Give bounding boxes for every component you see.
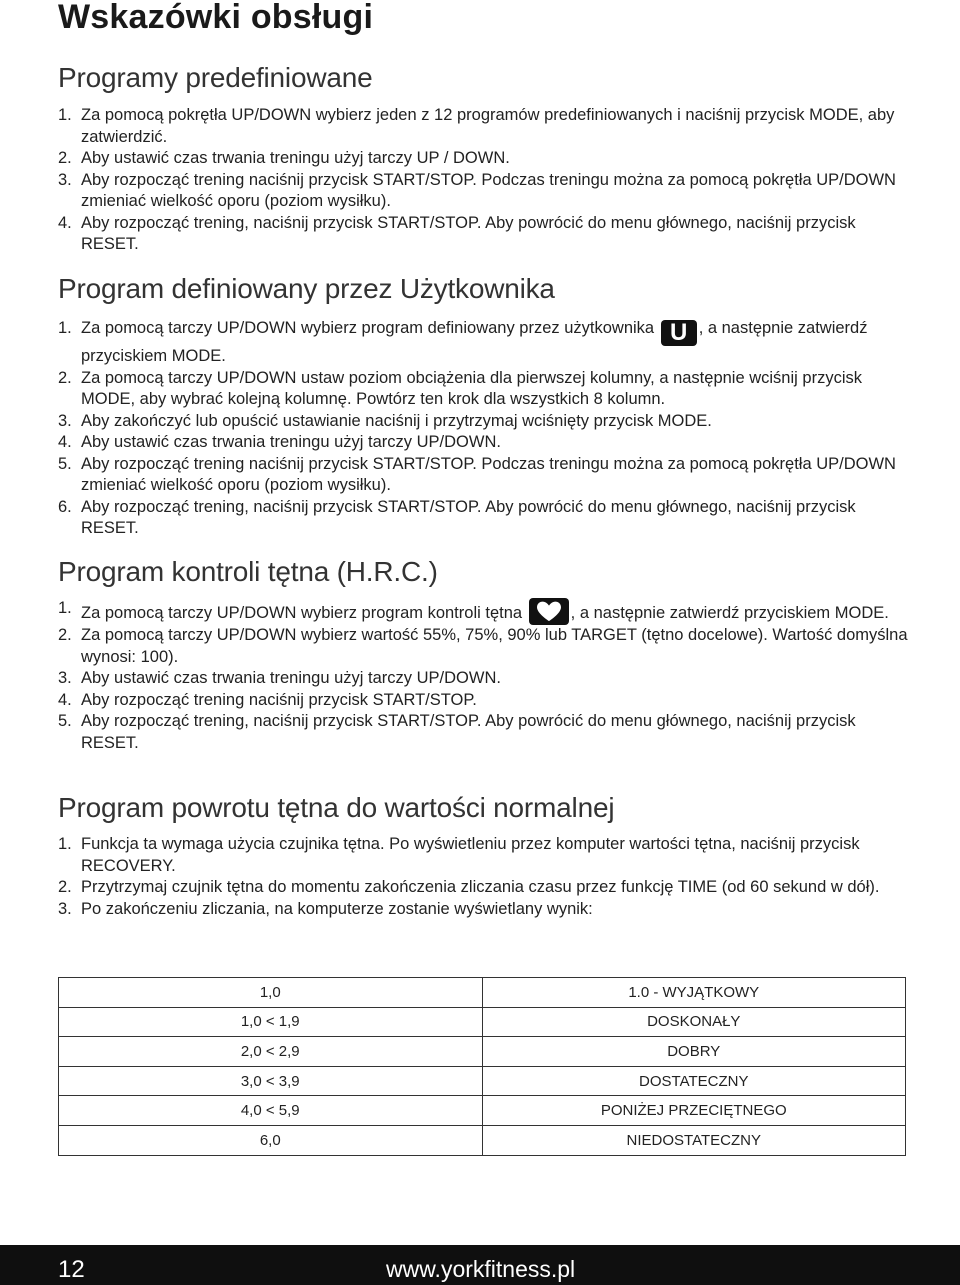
table-cell-rating: DOSKONAŁY [482, 1007, 906, 1037]
item-number: 4. [58, 690, 72, 709]
list-item [58, 598, 908, 625]
table-row [59, 1007, 906, 1037]
item-number: 5. [58, 712, 72, 730]
table-cell-score: 1,0 < 1,9 [59, 1007, 483, 1037]
item-text: Aby zakończyć lub opuścić ustawianie naciśnij i przytrzymaj wciśnięty przycisk MODE. [81, 411, 712, 430]
user-program-list [58, 318, 908, 540]
table-cell-rating: PONIŻEJ PRZECIĘTNEGO [482, 1096, 906, 1126]
list-item [58, 454, 908, 497]
list-item [58, 899, 908, 921]
item-text: Aby ustawić czas trwania treningu użyj tarczy UP/DOWN. [81, 669, 501, 687]
item-number: 1. [58, 599, 72, 617]
list-item [58, 625, 908, 668]
list-item [58, 834, 908, 877]
item-number: 1. [58, 319, 72, 337]
item-number: 2. [58, 368, 72, 387]
table-row [59, 978, 906, 1008]
item-number: 3. [58, 669, 72, 687]
list-item [58, 368, 908, 411]
table-row [59, 1037, 906, 1067]
results-table [58, 977, 906, 1156]
section-title-user-program: Program definiowany przez Użytkownika [58, 273, 555, 304]
item-text: Aby ustawić czas trwania treningu użyj tarczy UP / DOWN. [81, 149, 510, 167]
item-text: Po zakończeniu zliczania, na komputerze zostanie wyświetlany wynik: [81, 899, 593, 918]
item-text: Aby rozpocząć trening, naciśnij przycisk START/STOP. Aby powrócić do menu głównego, naciśnij przycisk RESET. [81, 497, 856, 537]
table-row [59, 1096, 906, 1126]
predefined-programs-list [58, 105, 908, 256]
table-cell-score: 1,0 [59, 978, 483, 1008]
item-text: , a następnie zatwierdź przyciskiem MODE. [81, 319, 868, 365]
table-cell-rating: NIEDOSTATECZNY [482, 1125, 906, 1155]
item-number: 2. [58, 626, 72, 644]
list-item [58, 877, 908, 899]
item-number: 4. [58, 433, 72, 451]
page-number: 12 [58, 1256, 85, 1283]
section-title-hrc-program: Program kontroli tętna (H.R.C.) [58, 556, 438, 587]
table-cell-rating: DOSTATECZNY [482, 1066, 906, 1096]
section-title-predefined-programs: Programy predefiniowane [58, 62, 373, 93]
item-text: Aby rozpocząć trening, naciśnij przycisk START/STOP. Aby powrócić do menu głównego, naciśnij przycisk RESET. [81, 213, 856, 253]
item-text: , a następnie zatwierdź przyciskiem MODE. [570, 604, 889, 622]
item-number: 4. [58, 213, 72, 232]
list-item [58, 170, 908, 213]
list-item [58, 213, 908, 256]
item-number: 3. [58, 170, 72, 189]
list-item [58, 711, 908, 754]
item-number: 3. [58, 411, 72, 430]
item-number: 3. [58, 899, 72, 918]
item-number: 1. [58, 106, 72, 124]
table-cell-rating: 1.0 - WYJĄTKOWY [482, 978, 906, 1008]
list-item [58, 148, 908, 170]
table-row [59, 1125, 906, 1155]
page-title: Wskazówki obsługi [58, 0, 374, 36]
list-item [58, 432, 908, 454]
user-program-icon: U [661, 320, 697, 346]
table-row [59, 1066, 906, 1096]
list-item [58, 497, 908, 540]
item-number: 1. [58, 835, 72, 853]
heart-icon [529, 598, 569, 625]
hrc-program-list [58, 598, 908, 754]
section-title-recovery-program: Program powrotu tętna do wartości normalnej [58, 792, 615, 823]
item-number: 2. [58, 878, 72, 896]
item-text: Za pomocą tarczy UP/DOWN wybierz wartość 55%, 75%, 90% lub TARGET (tętno docelowe). Wartość domyślna wynosi: 100). [81, 626, 908, 666]
item-number: 2. [58, 149, 72, 167]
item-text: Aby rozpocząć trening naciśnij przycisk START/STOP. [81, 690, 477, 709]
list-item [58, 690, 908, 712]
item-number: 5. [58, 454, 72, 473]
item-text: Za pomocą tarczy UP/DOWN ustaw poziom obciążenia dla pierwszej kolumny, a następnie wciśnij przycisk MODE, aby wybrać kolejną kolumnę. Powtórz ten krok dla wszystkich 8 kolumn. [81, 368, 862, 408]
item-text: Za pomocą tarczy UP/DOWN wybierz program kontroli tętna [81, 604, 523, 622]
list-item [58, 411, 908, 433]
item-text: Za pomocą tarczy UP/DOWN wybierz program definiowany przez użytkownika [81, 319, 655, 337]
item-text: Aby rozpocząć trening naciśnij przycisk START/STOP. Podczas treningu można za pomocą pokrętła UP/DOWN zmieniać wielkość oporu (poziom wysiłku). [81, 454, 896, 494]
item-text: Funkcja ta wymaga użycia czujnika tętna. Po wyświetleniu przez komputer wartości tętna, naciśnij przycisk RECOVERY. [81, 835, 860, 875]
list-item [58, 105, 908, 148]
list-item [58, 668, 908, 690]
table-cell-rating: DOBRY [482, 1037, 906, 1067]
item-text: Aby ustawić czas trwania treningu użyj tarczy UP/DOWN. [81, 433, 501, 451]
item-text: Aby rozpocząć trening, naciśnij przycisk START/STOP. Aby powrócić do menu głównego, naciśnij przycisk RESET. [81, 712, 856, 752]
table-cell-score: 2,0 < 2,9 [59, 1037, 483, 1067]
table-cell-score: 6,0 [59, 1125, 483, 1155]
list-item [58, 318, 908, 368]
table-cell-score: 4,0 < 5,9 [59, 1096, 483, 1126]
item-text: Aby rozpocząć trening naciśnij przycisk START/STOP. Podczas treningu można za pomocą pokrętła UP/DOWN zmieniać wielkość oporu (poziom wysiłku). [81, 170, 896, 210]
item-text: Za pomocą pokrętła UP/DOWN wybierz jeden z 12 programów predefiniowanych i naciśnij przycisk MODE, aby zatwierdzić. [81, 106, 895, 146]
item-number: 6. [58, 497, 72, 516]
item-text: Przytrzymaj czujnik tętna do momentu zakończenia zliczania czasu przez funkcję TIME (od 60 sekund w dół). [81, 878, 880, 896]
recovery-program-list [58, 834, 908, 920]
table-cell-score: 3,0 < 3,9 [59, 1066, 483, 1096]
website-link[interactable]: www.yorkfitness.pl [386, 1256, 576, 1282]
